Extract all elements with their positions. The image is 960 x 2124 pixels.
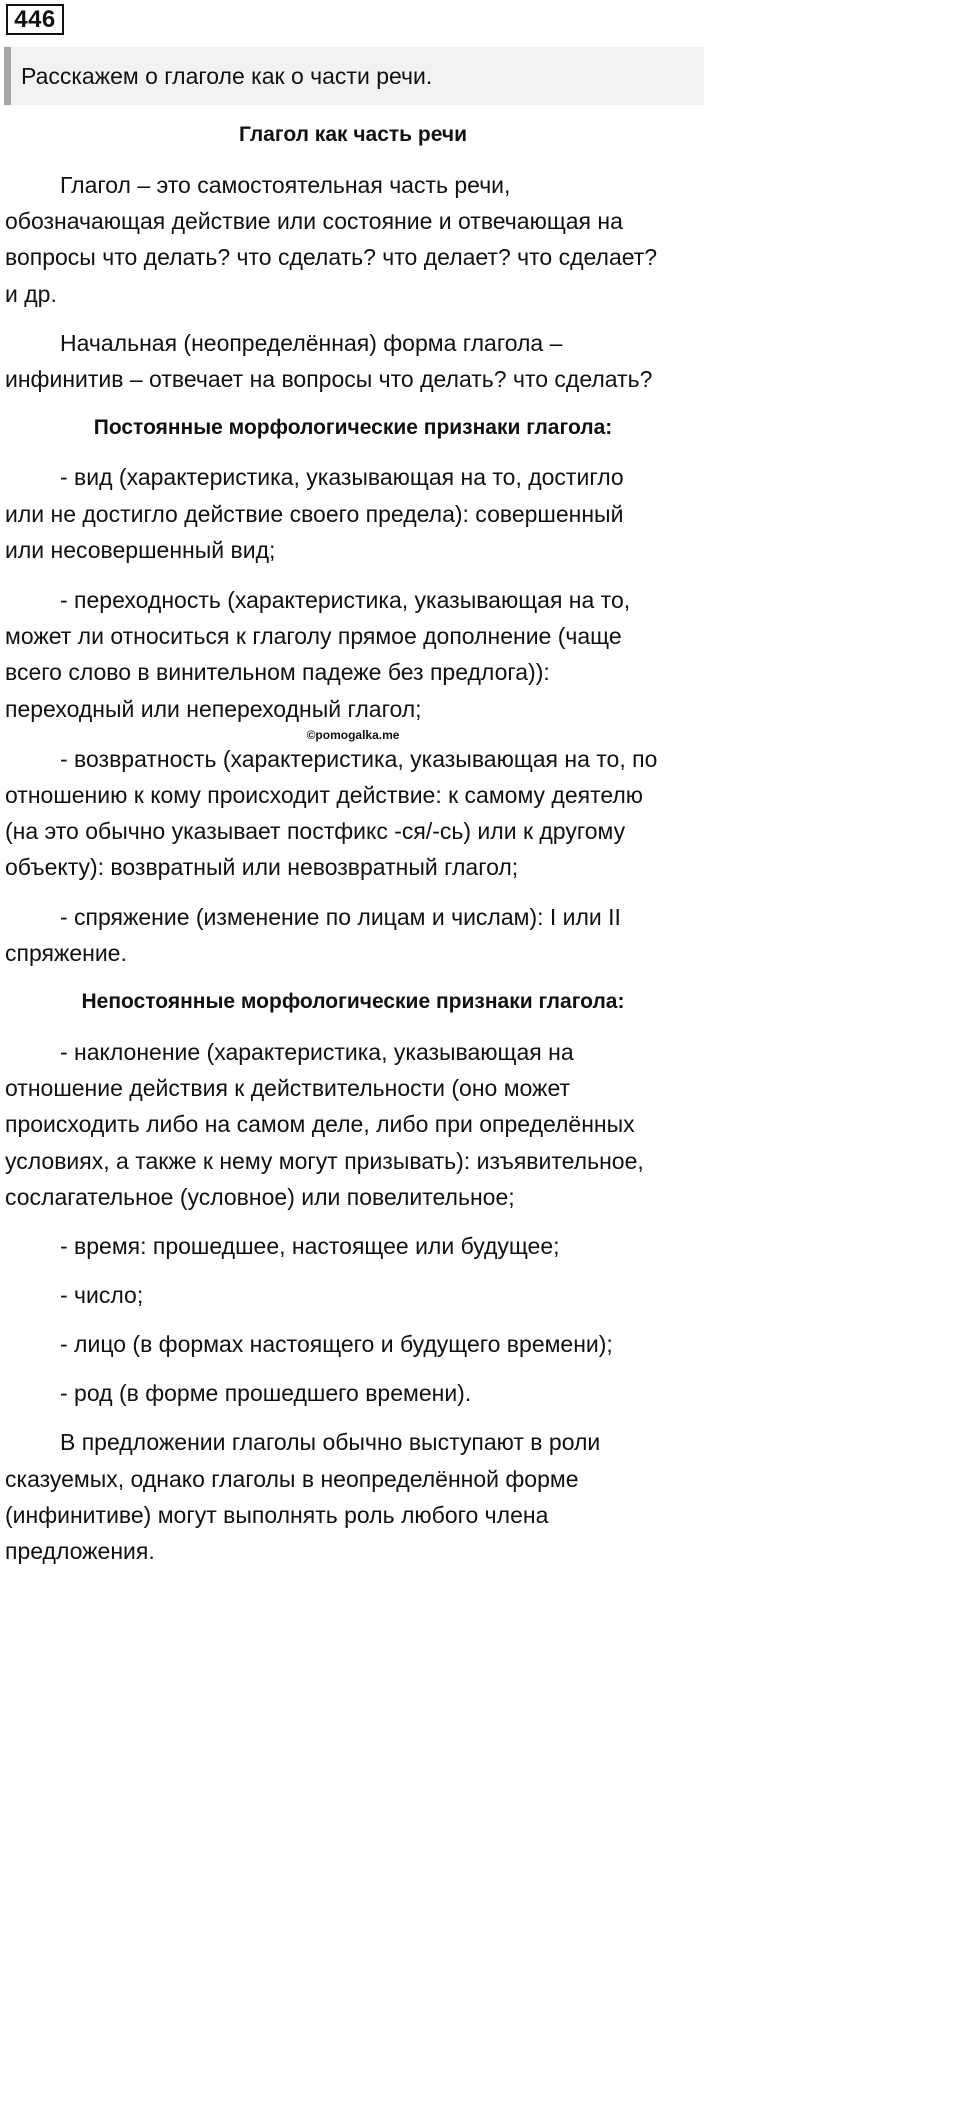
- number-item: - число;: [60, 1282, 144, 1308]
- infinitive-line: инфинитив – отвечает на вопросы что делать? что сделать?: [5, 366, 653, 392]
- aspect-line: или не достигло действие своего предела): совершенный: [5, 501, 624, 527]
- reflexivity-line: - возвратность (характеристика, указывающая на то, по: [60, 746, 658, 772]
- aspect-line: - вид (характеристика, указывающая на то, достигло: [60, 464, 624, 490]
- gender-item: - род (в форме прошедшего времени).: [60, 1380, 472, 1406]
- definition-line: вопросы что делать? что сделать? что делает? что сделает?: [5, 244, 658, 270]
- mood-line: условиях, а также к нему могут призывать): изъявительное,: [5, 1148, 644, 1174]
- definition-line: обозначающая действие или состояние и отвечающая на: [5, 208, 623, 234]
- conjugation-line: спряжение.: [5, 940, 127, 966]
- transitivity-line: всего слово в винительном падеже без предлога)):: [5, 659, 550, 685]
- person-item: - лицо (в формах настоящего и будущего времени);: [60, 1331, 613, 1357]
- heading-main: Глагол как часть речи: [238, 123, 468, 146]
- definition-line: Глагол – это самостоятельная часть речи,: [60, 172, 511, 198]
- reflexivity-line: отношению к кому происходит действие: к самому деятелю: [5, 782, 644, 808]
- syntax-line: (инфинитиве) могут выполнять роль любого члена: [5, 1502, 549, 1528]
- definition-line: и др.: [5, 281, 57, 307]
- task-number: 446: [6, 4, 64, 35]
- mood-line: отношение действия к действительности (оно может: [5, 1075, 571, 1101]
- aspect-line: или несовершенный вид;: [5, 537, 276, 563]
- reflexivity-line: объекту): возвратный или невозвратный глагол;: [5, 854, 519, 880]
- heading-constant-features: Постоянные морфологические признаки глагола:: [93, 416, 613, 439]
- watermark: ©pomogalka.me: [306, 728, 400, 742]
- mood-line: сослагательное (условное) или повелительное;: [5, 1184, 515, 1210]
- mood-line: происходить либо на самом деле, либо при определённых: [5, 1111, 635, 1137]
- transitivity-line: может ли относиться к глаголу прямое дополнение (чаще: [5, 623, 622, 649]
- task-prompt: Расскажем о глаголе как о части речи.: [4, 47, 704, 105]
- syntax-line: предложения.: [5, 1538, 155, 1564]
- infinitive-line: Начальная (неопределённая) форма глагола –: [60, 330, 563, 356]
- transitivity-line: переходный или непереходный глагол;: [5, 696, 422, 722]
- transitivity-line: - переходность (характеристика, указывающая на то,: [60, 587, 631, 613]
- syntax-line: В предложении глаголы обычно выступают в роли: [60, 1429, 601, 1455]
- reflexivity-line: (на это обычно указывает постфикс -ся/-сь) или к другому: [5, 818, 626, 844]
- syntax-line: сказуемых, однако глаголы в неопределённой форме: [5, 1466, 579, 1492]
- conjugation-line: - спряжение (изменение по лицам и числам): I или II: [60, 904, 621, 930]
- mood-line: - наклонение (характеристика, указывающая на: [60, 1039, 574, 1065]
- heading-variable-features: Непостоянные морфологические признаки глагола:: [81, 990, 625, 1013]
- tense-item: - время: прошедшее, настоящее или будущее;: [60, 1233, 560, 1259]
